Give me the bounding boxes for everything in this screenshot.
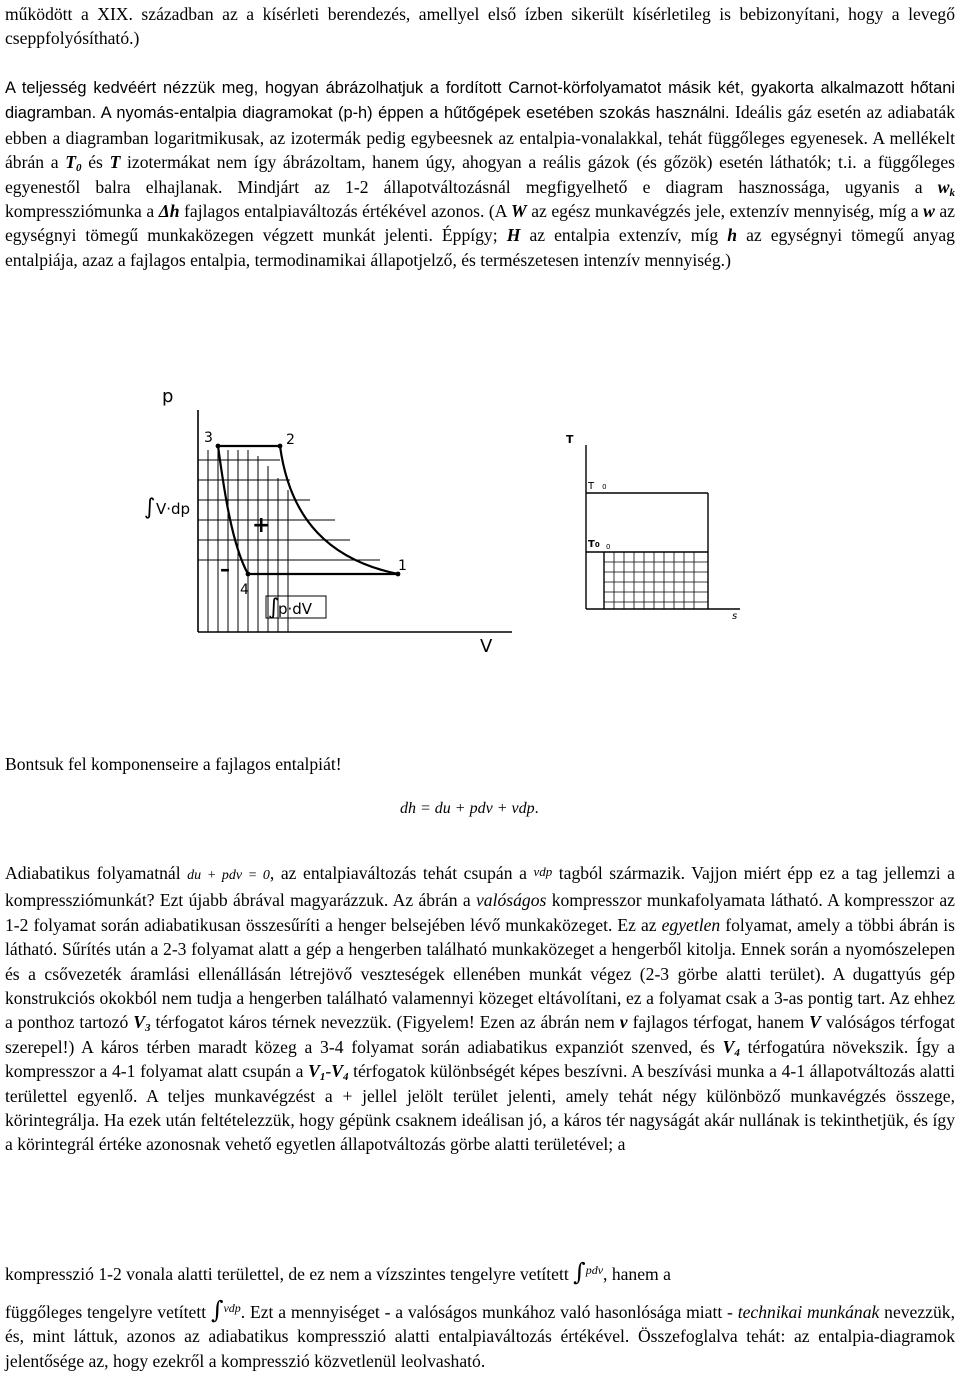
pv-integral-pdv: p·dV <box>278 600 313 618</box>
symbol-T0: $T_0$ <box>65 152 82 175</box>
symbol-V3: $V_3$ <box>133 1012 151 1035</box>
pv-curve-3-4 <box>218 446 248 574</box>
pv-axis-p-label: p <box>162 386 174 407</box>
paragraph-projection-vertical: függőleges tengelyre vetített ∫$^{vdp}$. Ezt a mennyiséget - a valóságos munkához való hasonlósága miatt - technikai munkának nevezzük, és, mint láttuk, azonos az adiabatikus kompresszió alatti entalpiaváltozás értékével. Összefoglalva tehát: az entalpia-diagramok jelentősége az, hogy ezekről a kompresszió közvetlenül leolvasható. <box>5 1296 955 1371</box>
pv-point-2 <box>278 444 283 449</box>
symbol-H: H <box>506 225 521 246</box>
symbol-V4: $V_4$ <box>722 1036 740 1059</box>
text-extensive: az egész munkavégzés jele, extenzív mennyiség, míg a <box>531 201 919 222</box>
text-unit-mass-work: az egységnyi tömegű munkaközegen végzett munkát jelenti. Éppígy; <box>5 201 955 246</box>
pv-minus-sign: – <box>220 557 230 581</box>
pv-curve-2-1 <box>280 446 398 574</box>
ts-label-T0-small: 0 <box>606 543 611 551</box>
symbol-V1-V4: $V_1-V_4$ <box>308 1061 349 1084</box>
symbol-T: T <box>109 152 121 173</box>
text-compression-work: kompressziómunka a <box>5 201 155 222</box>
symbol-h: h <box>727 225 737 246</box>
paragraph-projection-horizontal: kompresszió 1-2 vonala alatti területtel, de ez nem a vízszintes tengelyre vetített ∫$^{pdv}$, hanem a <box>5 1258 671 1286</box>
text-and: és <box>88 152 103 173</box>
paragraph-decompose: Bontsuk fel komponenseire a fajlagos entalpiát! <box>5 754 342 774</box>
pv-point-3 <box>216 444 221 449</box>
paragraph-carnot <box>5 75 955 272</box>
symbol-vdp: vdp <box>533 864 553 879</box>
pv-integral-vdp: V·dp <box>156 500 191 518</box>
ts-axis-t-label: T <box>566 433 574 446</box>
integral-pdv: pdv <box>585 1263 604 1277</box>
symbol-wk: $w_k$ <box>937 176 955 199</box>
pv-label-1: 1 <box>398 558 407 574</box>
paragraph-intro: működött a XIX. században az a kísérleti berendezés, amellyel első ízben sikerült kísérletileg is bebizonyítani, hogy a levegő cseppfolyósítható.) <box>5 4 955 49</box>
ts-label-T0: T0 <box>588 539 600 550</box>
text-enthalpy-extensive: az entalpia extenzív, míg <box>529 225 719 246</box>
pv-label-2: 2 <box>286 432 295 448</box>
text-enthalpy-change: fajlagos entalpiaváltozás értékével azonos. (A <box>184 201 507 222</box>
pv-plus-sign: + <box>252 513 271 538</box>
ts-axis-s-label: s <box>732 611 738 620</box>
symbol-W: W <box>511 201 527 222</box>
pv-integral-pdv-sign: ∫ <box>268 595 280 620</box>
pv-diagram <box>140 370 520 670</box>
integral-vdp: vdp <box>223 1301 241 1315</box>
pv-axis-v-label: V <box>480 636 493 657</box>
ts-diagram <box>560 425 750 620</box>
text-carnot-intro: A teljesség kedvéért nézzük meg, hogyan ábrázolhatjuk a fordított Carnot-körfolyamatot másik két, gyakorta alkalmazott hőtani diagramban. A nyomás-entalpia diagramokat (p-h) éppen a hűtőgépek esetében szokás használni. <box>5 79 955 123</box>
text-specific-enthalpy: az egységnyi tömegű anyag entalpiája, azaz a fajlagos entalpia, termodinamikai állapotjelző, és természetesen intenzív mennyiség.) <box>5 225 955 270</box>
pv-integral-vdp-sign: ∫ <box>144 495 156 520</box>
equation-adiabatic: du + pdv = 0 <box>187 868 270 883</box>
text-ideal-gas: Ideális gáz esetén az adiabaták ebben a diagramban logaritmikusak, az izotermák pedig egybeesnek az entalpia-vonalakkal, tehát függőleges egyenesek. A mellékelt ábrán a <box>5 102 955 173</box>
pv-point-4 <box>246 572 251 577</box>
symbol-delta-h: Δh <box>158 201 180 222</box>
pv-label-3: 3 <box>204 430 213 446</box>
symbol-v: v <box>619 1012 628 1033</box>
integral-pdv-sign: ∫ <box>573 1258 586 1286</box>
paragraph-adiabatic: Adiabatikus folyamatnál du + pdv = 0, az entalpiaváltozás tehát csupán a vdp tagból származik. Vajjon miért épp ez a tag jellemzi a kompressziómunkát? Ezt újabb ábrával magyarázzuk. Az ábrán a valóságos kompresszor munkafolyamata látható. A kompresszor az 1-2 folyamat során adiabatikusan összesűríti a henger belsejében lévő munkaközeget. Ez az egyetlen folyamat, amely a többi ábrán is látható. Sűrítés után a 2-3 folyamat alatt a gép a hengerben található munkaközeget a hengerből kitolja. Ennek során a nyomószelepen és a csővezeték áramlási ellenállásán létrejövő veszteségek ellenében munkát végez (2-3 görbe alatti terület). A dugattyús gép konstrukciós okokból nem tudja a hengerben található valamennyi közeget eltávolítani, ez a folyamat csak a 3-as pontig tart. Az ehhez a ponthoz tartozó $V_3$ térfogatot káros térnek nevezzük. (Figyelem! Ezen az ábrán nem v fajlagos térfogat, hanem V valóságos térfogat szerepel!) A káros térben maradt közeg a 3-4 folyamat során adiabatikus expanziót szenved, és $V_4$ térfogatúra növekszik. Így a kompresszor a 4-1 folyamat alatt csupán a $V_1-V_4$ térfogatok különbségét képes beszívni. A beszívási munka a 4-1 állapotváltozás alatti területtel egyenlő. A teljes munkavégzést a + jellel jelölt terület jelenti, amely tehát négy különböző munkavégzés összege, körintegrálja. Ha ezek után feltételezzük, hogy gépünk csaknem ideálisan jó, a káros tér nagyságát akár nullának is tekinthetjük, és így a körintegrál értéke azonosnak vehető egyetlen állapotváltozás görbe alatti területével; a <box>5 863 955 1155</box>
text-isotherms: izotermákat nem így ábrázoltam, hanem úgy, ahogyan a reális gázok (és gőzök) esetén láthatók; t.i. a függőleges egyenestől balra elhajlanak. Mindjárt az 1-2 állapotváltozásnál megfigyelhető e diagram hasznossága, ugyanis a <box>5 152 956 197</box>
ts-label-T: T 0 <box>588 481 607 492</box>
symbol-w: w <box>923 201 935 222</box>
text-valosagos: valóságos <box>476 890 547 911</box>
equation-dh: dh = du + pdv + vdp. <box>400 800 539 817</box>
symbol-V: V <box>809 1012 821 1033</box>
pv-label-4: 4 <box>240 582 249 598</box>
text-technikai-munka: technikai munkának <box>737 1302 880 1322</box>
integral-vdp-sign: ∫ <box>210 1296 224 1324</box>
text-egyetlen: egyetlen <box>661 914 721 935</box>
